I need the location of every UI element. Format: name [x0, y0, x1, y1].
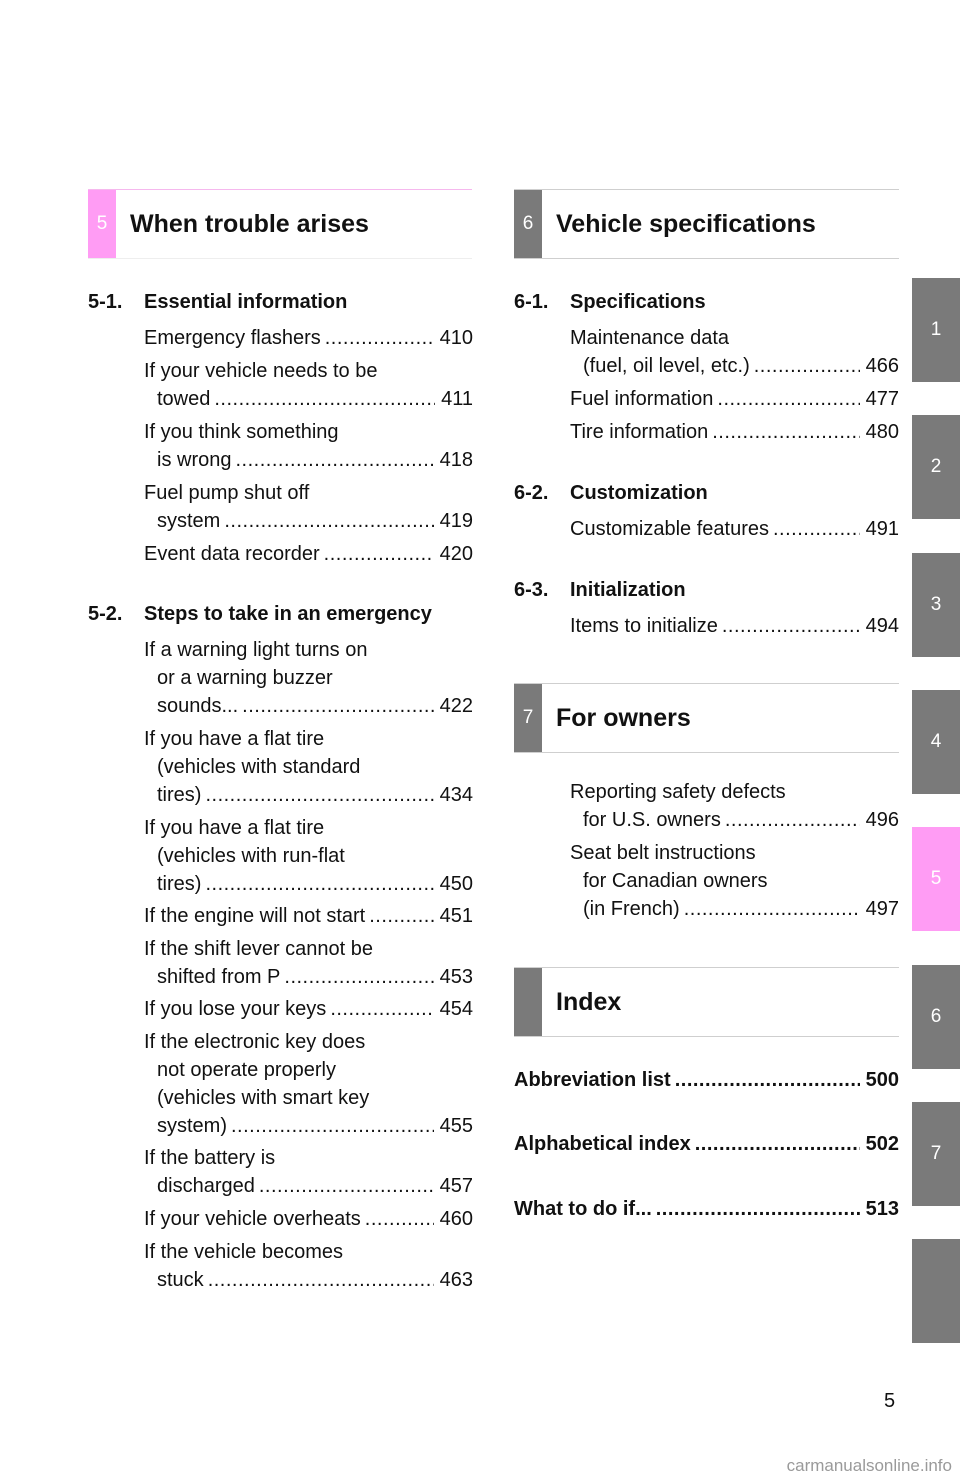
page-ref: 451	[439, 905, 473, 927]
toc-entry[interactable]: If the shift lever cannot be shifted from P ..... 453	[144, 935, 473, 991]
page-ref: 480	[865, 421, 899, 443]
subsection-number: 5-1.	[88, 291, 123, 313]
page-ref: 500	[865, 1069, 899, 1091]
page-ref: 453	[439, 966, 473, 988]
index-entry[interactable]: What to do if... ..... 513	[514, 1195, 899, 1223]
chapter-tab-1[interactable]: 1	[912, 278, 960, 382]
section-number: 7	[514, 684, 542, 752]
page-ref: 410	[439, 327, 473, 349]
toc-entry[interactable]: If you have a flat tire (vehicles with standard tires) ..... 434	[144, 725, 473, 809]
subsection-number: 6-3.	[514, 579, 549, 601]
toc-entry[interactable]: Tire information ..... 480	[570, 418, 899, 446]
page-number: 5	[884, 1390, 896, 1412]
page-ref: 466	[865, 355, 899, 377]
toc-entry[interactable]: Items to initialize ..... 494	[570, 612, 899, 640]
page-ref: 411	[441, 388, 473, 410]
page-ref: 513	[865, 1198, 899, 1220]
chapter-tab-7[interactable]: 7	[912, 1102, 960, 1206]
subsection-title: Specifications	[570, 291, 706, 313]
subsection-number: 5-2.	[88, 603, 123, 625]
page-ref: 434	[439, 784, 473, 806]
subsection-number: 6-2.	[514, 482, 549, 504]
page-ref: 460	[439, 1208, 473, 1230]
toc-entry[interactable]: If you think something is wrong ..... 418	[144, 418, 473, 474]
page-ref: 420	[439, 543, 473, 565]
page-ref: 418	[439, 449, 473, 471]
chapter-tab-index[interactable]	[912, 1239, 960, 1343]
subsection-title: Essential information	[144, 291, 348, 313]
page-ref: 496	[865, 809, 899, 831]
toc-entry[interactable]: Fuel information ..... 477	[570, 385, 899, 413]
watermark[interactable]: carmanualsonline.info	[786, 1456, 952, 1475]
page-ref: 491	[865, 518, 899, 540]
page-ref: 422	[439, 695, 473, 717]
toc-entry[interactable]: If you have a flat tire (vehicles with run-flat tires) ..... 450	[144, 814, 473, 898]
toc-entry[interactable]: If the battery is discharged ..... 457	[144, 1144, 473, 1200]
section-title: Vehicle specifications	[556, 209, 816, 238]
toc-entry[interactable]: Event data recorder ..... 420	[144, 540, 473, 568]
page-ref: 454	[439, 998, 473, 1020]
page-ref: 450	[439, 873, 473, 895]
subsection-title: Customization	[570, 482, 708, 504]
chapter-tab-5[interactable]: 5	[912, 827, 960, 931]
section-header-7	[514, 683, 899, 753]
section-number	[514, 968, 542, 1036]
section-title: For owners	[556, 703, 691, 732]
subsection-6-1	[514, 291, 899, 317]
page-ref: 502	[865, 1133, 899, 1155]
page-ref: 455	[439, 1115, 473, 1137]
toc-entry[interactable]: If you lose your keys ..... 454	[144, 995, 473, 1023]
page-ref: 494	[865, 615, 899, 637]
page-ref: 419	[439, 510, 473, 532]
subsection-5-1	[88, 291, 472, 317]
section-header-6	[514, 189, 899, 259]
page-ref: 497	[865, 898, 899, 920]
toc-entry[interactable]: If the electronic key does not operate properly (vehicles with smart key system) ..... 455	[144, 1028, 473, 1140]
toc-entry[interactable]: If the vehicle becomes stuck ..... 463	[144, 1238, 473, 1294]
subsection-title: Initialization	[570, 579, 686, 601]
section-number: 6	[514, 190, 542, 258]
section-header-index	[514, 967, 899, 1037]
subsection-number: 6-1.	[514, 291, 549, 313]
subsection-title: Steps to take in an emergency	[144, 603, 432, 625]
index-entry[interactable]: Abbreviation list ..... 500	[514, 1066, 899, 1094]
page-ref: 477	[865, 388, 899, 410]
chapter-tab-6[interactable]: 6	[912, 965, 960, 1069]
toc-entry[interactable]: Emergency flashers ..... 410	[144, 324, 473, 352]
subsection-6-3	[514, 579, 899, 605]
chapter-tab-4[interactable]: 4	[912, 690, 960, 794]
subsection-6-2	[514, 482, 899, 508]
page-ref: 457	[439, 1175, 473, 1197]
section-title: Index	[556, 987, 622, 1016]
chapter-tab-2[interactable]: 2	[912, 415, 960, 519]
section-header-5	[88, 189, 472, 259]
index-entry[interactable]: Alphabetical index ..... 502	[514, 1130, 899, 1158]
toc-entry[interactable]: If your vehicle overheats ..... 460	[144, 1205, 473, 1233]
page-ref: 463	[439, 1269, 473, 1291]
toc-entry[interactable]: Seat belt instructions for Canadian owners (in French) ..... 497	[570, 839, 899, 923]
chapter-tab-3[interactable]: 3	[912, 553, 960, 657]
toc-entry[interactable]: Reporting safety defects for U.S. owners ..... 496	[570, 778, 899, 834]
section-title: When trouble arises	[130, 209, 369, 238]
toc-entry[interactable]: If a warning light turns on or a warning buzzer sounds... ..... 422	[144, 636, 473, 720]
toc-entry[interactable]: Customizable features ..... 491	[570, 515, 899, 543]
toc-entry[interactable]: If your vehicle needs to be towed ..... 411	[144, 357, 473, 413]
toc-entry[interactable]: Maintenance data (fuel, oil level, etc.) ..... 466	[570, 324, 899, 380]
section-number: 5	[88, 190, 116, 258]
subsection-5-2	[88, 603, 472, 629]
toc-entry[interactable]: If the engine will not start ..... 451	[144, 902, 473, 930]
toc-entry[interactable]: Fuel pump shut off system ..... 419	[144, 479, 473, 535]
